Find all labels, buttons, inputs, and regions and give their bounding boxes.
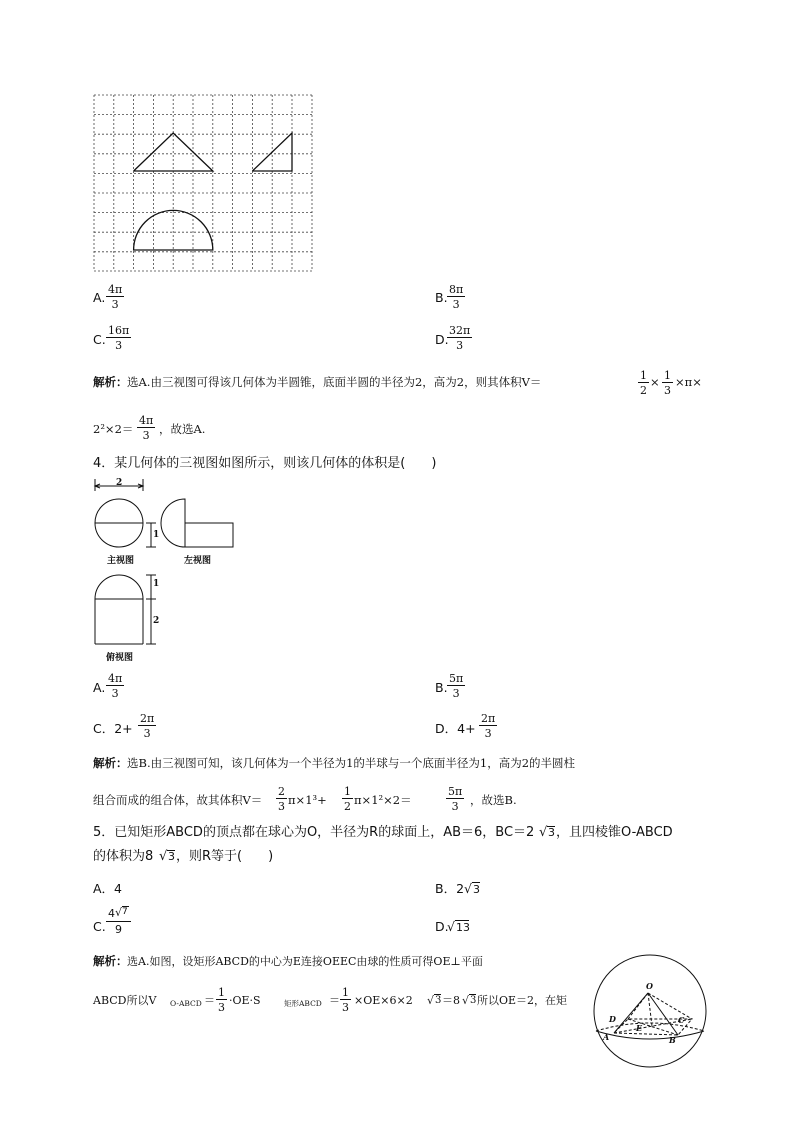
solution-text-line2a: 2²×2＝ (93, 422, 134, 436)
q5-option-c-prefix[interactable]: C. (93, 919, 106, 934)
q5-solution-line2a: ABCD所以V (93, 994, 157, 1007)
option-d-label[interactable]: D. (435, 332, 449, 347)
q5-option-b-prefix[interactable]: B．2 (435, 881, 465, 896)
q5-stem-line2a: 的体积为8 (93, 849, 154, 864)
q5-solution-sub1: O-ABCD (170, 999, 202, 1008)
q4-fraction-two-thirds: $\frac{2}{3}$ (278, 785, 285, 813)
q5-stem-line2b: ，则R等于( ) (176, 849, 274, 864)
three-view-grid-figure (93, 94, 313, 272)
sphere-label-b: B (669, 1035, 676, 1045)
q5-option-a[interactable]: A．4 (93, 881, 123, 896)
solution-label: 解析： (93, 375, 128, 389)
fraction-one-third: $\frac{1}{3}$ (664, 369, 671, 397)
sphere-label-a: A (603, 1032, 610, 1042)
option-c-label[interactable]: C. (93, 332, 106, 347)
top-view-caption: 俯视图 (106, 653, 134, 663)
q5-option-d-sqrt-sign: √ (447, 919, 455, 934)
fraction-result: $\frac{4\pi}{3}$ (139, 414, 154, 442)
q5-fraction-one-third-a: $\frac{1}{3}$ (218, 986, 225, 1014)
question-4-three-views-figure (92, 477, 242, 667)
q5-solution-line2b: ＝ (204, 994, 215, 1007)
q4-option-b-label[interactable]: B. (435, 680, 448, 695)
q4-option-a-fraction: $\frac{4\pi}{3}$ (108, 672, 123, 700)
q5-stem-line2-radicand: 3 (168, 850, 175, 863)
q5-solution (93, 953, 593, 1013)
sphere-label-d: D (609, 1014, 616, 1024)
q5-solution-line2f: ＝8 (442, 994, 460, 1007)
option-b-fraction: $\frac{8\pi}{3}$ (449, 283, 464, 311)
option-d-fraction: $\frac{32\pi}{3}$ (449, 324, 471, 352)
side-view-caption: 左视图 (184, 556, 212, 566)
q5-option-d-radicand: 13 (456, 921, 470, 934)
q5-option-c-fraction (106, 905, 132, 939)
solution-text-line1: 选A.由三视图可得该几何体为半圆锥，底面半圆的半径为2，高为2，则其体积V＝ (127, 375, 542, 389)
q4-solution-label: 解析： (93, 756, 128, 770)
q5-stem-line1b: ，且四棱锥O-ABCD (556, 825, 673, 840)
solution-text-tail1: ×π× (675, 375, 702, 389)
q5-option-b-sqrt-sign: √ (464, 881, 472, 896)
dim-top-rect-label: 2 (153, 616, 160, 626)
front-view-caption: 主视图 (107, 556, 135, 566)
q5-option-c-den: 9 (115, 923, 122, 936)
q5-stem-line1-sqrt-sign: √ (539, 825, 548, 840)
q4-solution-line2a: 组合而成的组合体，故其体积V＝ (93, 793, 263, 807)
q4-option-a-label[interactable]: A. (93, 680, 106, 695)
q4-option-d-label[interactable]: D．4+ (435, 721, 476, 736)
sphere-pyramid-figure (590, 953, 710, 1071)
q4-solution-tail: ，故选B. (470, 793, 517, 807)
q4-option-c-label[interactable]: C．2+ (93, 721, 133, 736)
q5-solution-sqrt1-radicand: 3 (435, 995, 442, 1006)
q5-option-b-radicand: 3 (473, 883, 480, 896)
q5-solution-line2d: ＝ (329, 994, 340, 1007)
sphere-label-c: C (678, 1015, 685, 1025)
q4-option-b-fraction: $\frac{5\pi}{3}$ (449, 672, 464, 700)
q5-solution-sqrt2-sign: √ (462, 994, 470, 1007)
question-4-stem: 4．某几何体的三视图如图所示，则该几何体的体积是( ) (93, 456, 437, 471)
option-b-label[interactable]: B. (435, 290, 448, 305)
question-5-stem (93, 826, 713, 876)
q5-solution-label: 解析： (93, 954, 128, 968)
q5-option-c-num-coef: 4 (108, 907, 115, 920)
times-sign: × (650, 375, 660, 389)
sphere-label-o: O (646, 981, 653, 991)
q4-option-d-fraction: $\frac{2\pi}{3}$ (481, 712, 496, 740)
option-a-label[interactable]: A. (93, 290, 106, 305)
q4-solution-line1: 选B.由三视图可知，该几何体为一个半径为1的半球与一个底面半径为1，高为2的半圆柱 (127, 756, 576, 770)
solution-text-line2b: ，故选A. (159, 422, 206, 436)
fraction-one-half: $\frac{1}{2}$ (640, 369, 647, 397)
q5-solution-line2e: ×OE×6×2 (354, 994, 413, 1007)
q5-option-d-prefix[interactable]: D. (435, 919, 449, 934)
q5-solution-line2c: ·OE·S (229, 994, 261, 1007)
option-a-fraction: $\frac{4\pi}{3}$ (108, 283, 123, 311)
q5-option-c-fraction-line (106, 921, 131, 922)
q5-solution-line1: 选A.如图，设矩形ABCD的中心为E连接OEEC由球的性质可得OE⊥平面 (127, 955, 483, 968)
q5-option-c-num-radicand: 7 (122, 907, 128, 917)
dim-top-semi-label: 1 (153, 579, 160, 589)
q4-fraction-one-half: $\frac{1}{2}$ (344, 785, 351, 813)
q4-solution-mid2: π×1²×2＝ (354, 793, 412, 807)
option-c-fraction: $\frac{16\pi}{3}$ (108, 324, 130, 352)
q5-solution-sqrt1-sign: √ (427, 994, 435, 1007)
q5-solution-sqrt2-radicand: 3 (470, 995, 477, 1006)
q4-fraction-result: $\frac{5\pi}{3}$ (448, 785, 463, 813)
q5-stem-line1a: 5．已知矩形ABCD的顶点都在球心为O，半径为R的球面上，AB＝6，BC＝2 (93, 825, 535, 840)
prev-solution (93, 370, 713, 440)
q4-solution-mid1: π×1³+ (288, 793, 327, 807)
q5-option-c-num-sqrt-sign: √ (115, 906, 123, 919)
q5-stem-line2-sqrt-sign: √ (159, 849, 168, 864)
q4-solution (93, 755, 733, 815)
dim-width-label: 2 (116, 478, 123, 488)
q5-solution-sub2: 矩形ABCD (284, 999, 322, 1008)
dim-front-height-label: 1 (153, 530, 160, 540)
q4-option-c-fraction: $\frac{2\pi}{3}$ (140, 712, 155, 740)
q5-solution-line2g: 所以OE＝2，在矩 (477, 994, 568, 1007)
q5-stem-line1-radicand: 3 (548, 826, 555, 839)
sphere-label-e: E (636, 1023, 643, 1033)
q5-fraction-one-third-b: $\frac{1}{3}$ (342, 986, 349, 1014)
